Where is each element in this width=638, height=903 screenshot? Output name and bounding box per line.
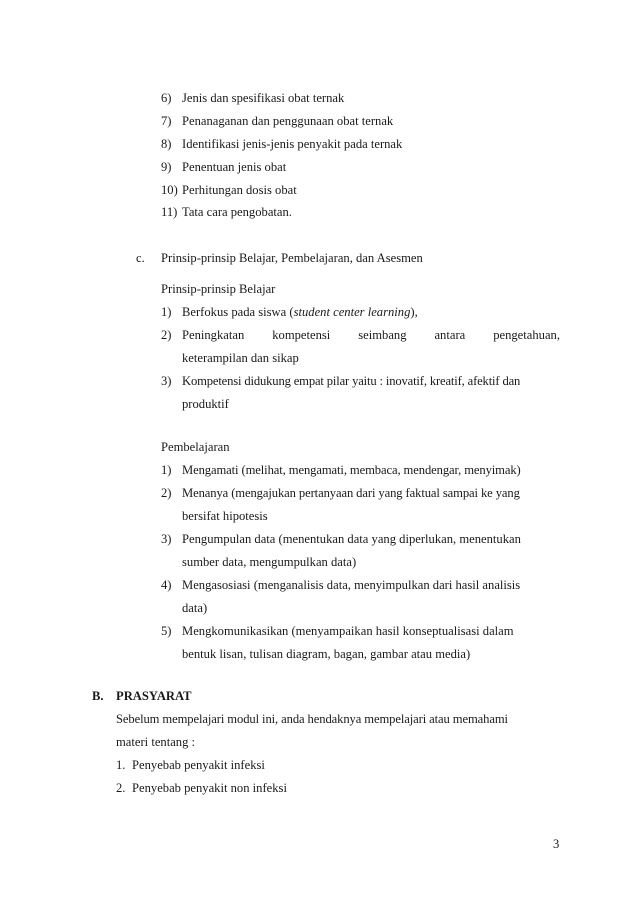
list-number: 2) xyxy=(161,486,172,500)
paragraph-line: Sebelum mempelajari modul ini, anda hendaknya mempelajari atau memahami xyxy=(116,712,508,726)
list-number: 9) xyxy=(161,160,172,174)
list-text-continued: produktif xyxy=(182,397,229,411)
justified-line: Peningkatan kompetensi seimbang antara pengetahuan, xyxy=(182,328,560,342)
page-number: 3 xyxy=(553,837,560,851)
list-number: 4) xyxy=(161,578,172,592)
list-text-continued: keterampilan dan sikap xyxy=(182,351,299,365)
list-text: Menanya (mengajukan pertanyaan dari yang faktual sampai ke yang xyxy=(182,486,520,500)
list-number: 6) xyxy=(161,91,172,105)
list-text-continued: bersifat hipotesis xyxy=(182,509,268,523)
section-title: Prinsip-prinsip Belajar, Pembelajaran, dan Asesmen xyxy=(161,251,423,265)
list-text: Jenis dan spesifikasi obat ternak xyxy=(182,91,345,105)
list-number: 8) xyxy=(161,137,172,151)
section-title: PRASYARAT xyxy=(116,689,192,703)
list-text: Mengasosiasi (menganalisis data, menyimpulkan dari hasil analisis xyxy=(182,578,521,592)
list-number: 5) xyxy=(161,624,172,638)
paragraph-line: materi tentang : xyxy=(116,735,196,749)
list-number: 2) xyxy=(161,328,172,342)
list-number: 10) xyxy=(161,183,178,197)
list-number: 1) xyxy=(161,305,172,319)
section-letter: B. xyxy=(92,689,104,703)
list-text: Identifikasi jenis-jenis penyakit pada ternak xyxy=(182,137,403,151)
list-text: Perhitungan dosis obat xyxy=(182,183,297,197)
list-text-continued: sumber data, mengumpulkan data) xyxy=(182,555,357,569)
list-text: Kompetensi didukung empat pilar yaitu : inovatif, kreatif, afektif dan xyxy=(182,374,521,388)
list-number: 1) xyxy=(161,463,172,477)
subheading: Prinsip-prinsip Belajar xyxy=(161,282,276,296)
list-text: Penyebab penyakit non infeksi xyxy=(132,781,287,795)
list-text: Pengumpulan data (menentukan data yang diperlukan, menentukan xyxy=(182,532,521,546)
list-number: 3) xyxy=(161,374,172,388)
list-text-continued: data) xyxy=(182,601,208,615)
list-number: 2. xyxy=(116,781,126,795)
list-text: Penanaganan dan penggunaan obat ternak xyxy=(182,114,394,128)
subheading: Pembelajaran xyxy=(161,440,230,454)
list-text: Mengamati (melihat, mengamati, membaca, mendengar, menyimak) xyxy=(182,463,521,477)
list-text: Berfokus pada siswa (student center learning), xyxy=(182,305,418,319)
list-number: 11) xyxy=(161,205,178,219)
list-text: Tata cara pengobatan. xyxy=(182,205,292,219)
section-letter: c. xyxy=(136,251,145,265)
list-text-continued: bentuk lisan, tulisan diagram, bagan, gambar atau media) xyxy=(182,647,471,661)
list-number: 1. xyxy=(116,758,126,772)
list-number: 3) xyxy=(161,532,172,546)
list-text: Penyebab penyakit infeksi xyxy=(132,758,265,772)
italic-term: student center learning xyxy=(293,305,411,319)
list-number: 7) xyxy=(161,114,172,128)
list-text: Penentuan jenis obat xyxy=(182,160,287,174)
list-text: Mengkomunikasikan (menyampaikan hasil konseptualisasi dalam xyxy=(182,624,514,638)
